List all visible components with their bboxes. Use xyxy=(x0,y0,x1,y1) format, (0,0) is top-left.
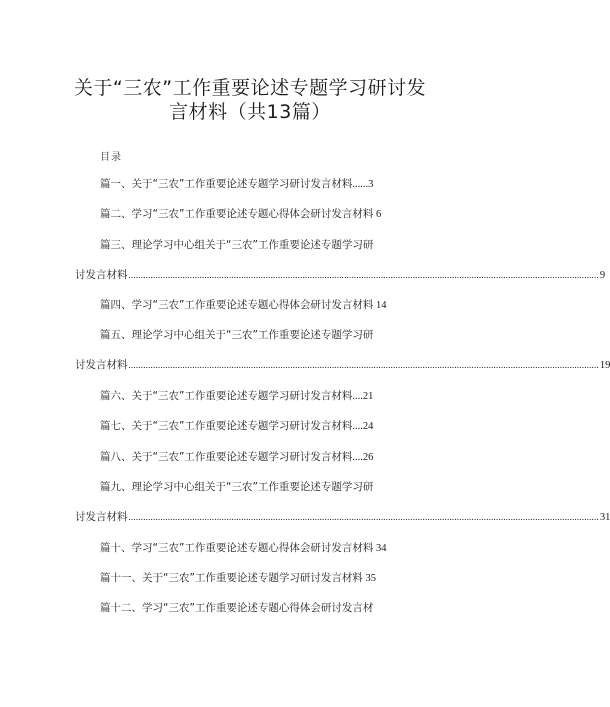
toc-leader: .... xyxy=(352,391,363,402)
toc-entry-text: 篇五、理论学习中心组关于“三农”工作重要论述专题学习研 xyxy=(100,329,374,341)
toc-entry-continuation-text: 讨发言材料 xyxy=(75,511,128,523)
toc-entry-5-continuation[interactable] xyxy=(75,358,610,373)
toc-page-number: 3 xyxy=(368,179,374,190)
toc-page-number: 6 xyxy=(376,209,382,220)
toc-leader: ................................................................................................................................................................................................ xyxy=(128,512,599,522)
toc-page-number: 24 xyxy=(362,421,374,432)
toc-entry-text: 篇八、关于“三农”工作重要论述专题学习研讨发言材料 xyxy=(100,451,353,463)
title-line-2: 言材料（共13篇） xyxy=(169,101,331,123)
toc-entry-2[interactable] xyxy=(100,207,381,222)
toc-page-number: 26 xyxy=(362,452,374,463)
toc-entry-text: 篇十二、学习“三农”工作重要论述专题心得体会研讨发言材 xyxy=(100,602,374,614)
toc-entry-1[interactable] xyxy=(100,177,373,192)
toc-leader: ................................................................................................................................................................................................ xyxy=(128,270,599,280)
toc-entry-7[interactable] xyxy=(100,419,373,434)
toc-entry-9[interactable] xyxy=(100,480,373,494)
toc-entry-3[interactable] xyxy=(100,238,373,252)
toc-entry-5[interactable] xyxy=(100,328,373,342)
toc-page-number: 14 xyxy=(376,300,387,311)
toc-entry-text: 篇六、关于“三农”工作重要论述专题学习研讨发言材料 xyxy=(100,390,353,402)
toc-leader: .... xyxy=(352,421,363,432)
toc-entry-3-continuation[interactable] xyxy=(75,268,606,283)
toc-entry-text: 篇三、理论学习中心组关于“三农”工作重要论述专题学习研 xyxy=(100,239,374,251)
toc-entry-continuation-text: 讨发言材料 xyxy=(75,269,128,281)
toc-entry-text: 篇十一、关于“三农”工作重要论述专题学习研讨发言材料 xyxy=(100,572,363,584)
title-line-1: 关于“三农”工作重要论述专题学习研讨发 xyxy=(73,77,427,99)
toc-page-number: 34 xyxy=(376,543,387,554)
toc-entry-text: 篇七、关于“三农”工作重要论述专题学习研讨发言材料 xyxy=(100,420,353,432)
toc-leader: ...... xyxy=(352,179,369,190)
document-title xyxy=(60,76,440,124)
toc-page-number: 31 xyxy=(599,512,610,523)
toc-page-number: 9 xyxy=(599,270,606,281)
toc-page-number: 19 xyxy=(599,360,610,371)
toc-entry-6[interactable] xyxy=(100,389,373,404)
toc-entry-12[interactable] xyxy=(100,601,373,615)
toc-heading: 目录 xyxy=(100,152,122,163)
toc-entry-text: 篇一、关于“三农”工作重要论述专题学习研讨发言材料 xyxy=(100,178,353,190)
toc-leader: ................................................................................................................................................................................................ xyxy=(128,360,599,370)
toc-entry-10[interactable] xyxy=(100,541,387,556)
toc-page-number: 21 xyxy=(362,391,374,402)
toc-entry-11[interactable] xyxy=(100,571,376,586)
toc-entry-4[interactable] xyxy=(100,298,387,313)
toc-entry-9-continuation[interactable] xyxy=(75,510,610,525)
toc-leader: .... xyxy=(352,452,363,463)
toc-entry-text: 篇九、理论学习中心组关于“三农”工作重要论述专题学习研 xyxy=(100,481,374,493)
toc-entry-8[interactable] xyxy=(100,450,373,465)
toc-entry-continuation-text: 讨发言材料 xyxy=(75,359,128,371)
toc-page-number: 35 xyxy=(365,573,377,584)
toc-entry-text: 篇四、学习“三农”工作重要论述专题心得体会研讨发言材料 xyxy=(100,299,374,311)
toc-entry-text: 篇二、学习“三农”工作重要论述专题心得体会研讨发言材料 xyxy=(100,208,374,220)
toc-entry-text: 篇十、学习“三农”工作重要论述专题心得体会研讨发言材料 xyxy=(100,542,374,554)
